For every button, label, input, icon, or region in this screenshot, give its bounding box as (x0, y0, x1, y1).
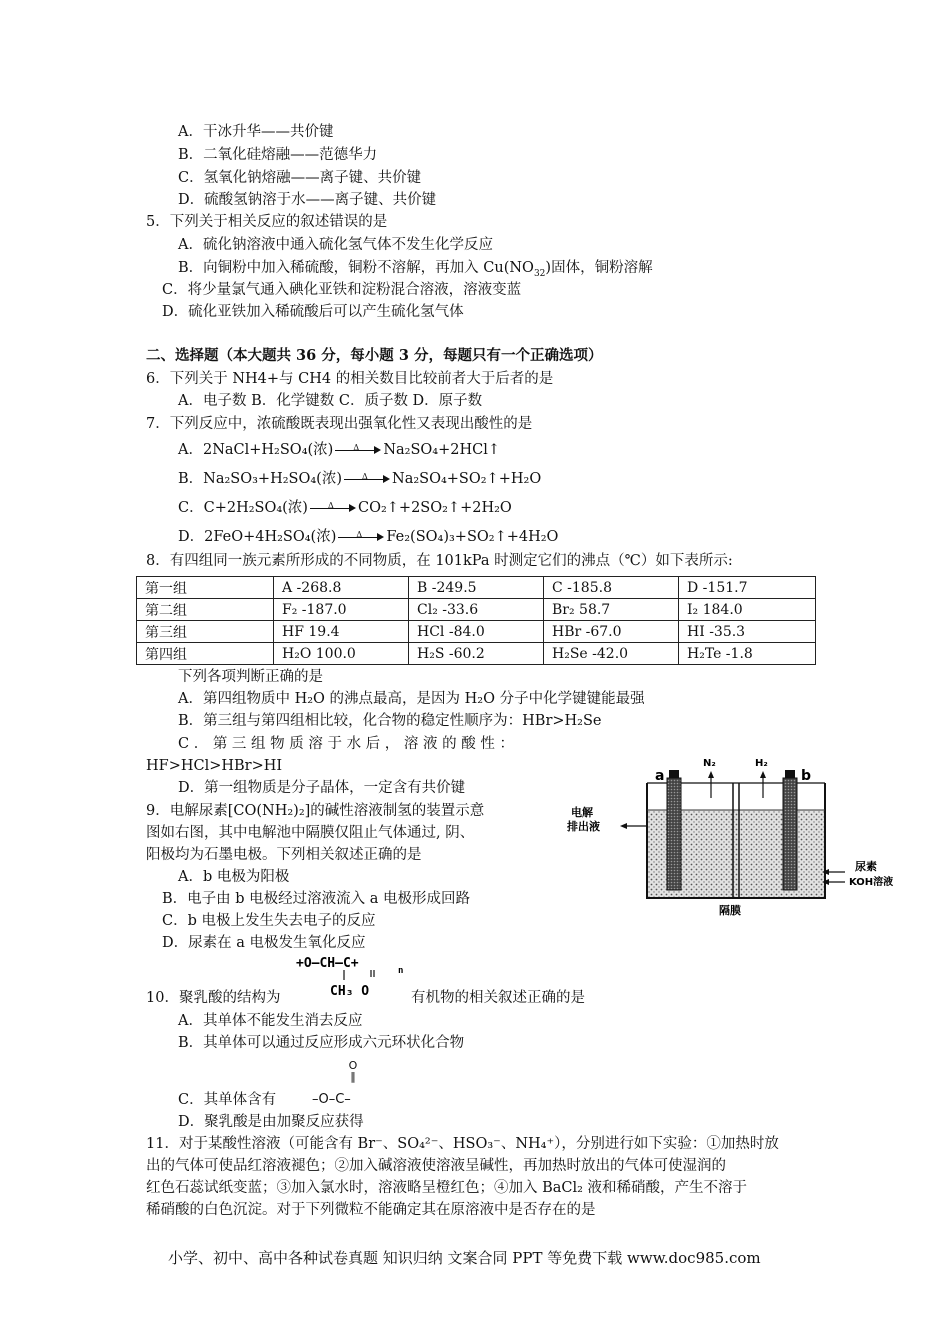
q6-options: A．电子数 B．化学键数 C．质子数 D．原子数 (178, 393, 483, 409)
q5-option-a: A．硫化钠溶液中通入硫化氢气体不发生化学反应 (178, 237, 493, 253)
structure-n: n (398, 966, 404, 976)
q5-option-b: B．向铜粉中加入稀硫酸，铜粉不溶解，再加入 $Cu(NO_{32})$固体，铜粉溶解 (178, 260, 653, 279)
structure-main-chain: +O–CH–C+ (296, 956, 359, 971)
ester-oxygen: O (348, 1059, 358, 1072)
q9-option-a: A．b 电极为阳极 (178, 869, 290, 885)
table-cell: C -185.8 (544, 577, 679, 599)
q8-option-c: C ． 第 三 组 物 质 溶 于 水 后 ， 溶 液 的 酸 性 ： (178, 736, 514, 752)
table-cell: H₂O 100.0 (274, 643, 409, 665)
q7-stem: 7．下列反应中，浓硫酸既表现出强氧化性又表现出酸性的是 (146, 416, 533, 432)
table-cell: 第二组 (137, 599, 274, 621)
table-row (137, 643, 816, 665)
label-a: a (655, 768, 665, 784)
q5-stem: 5．下列关于相关反应的叙述错误的是 (146, 214, 388, 230)
heat-arrow-icon: Δ (310, 502, 356, 514)
q7-option-c: C．C+2H₂SO₄(浓) Δ CO₂↑+2SO₂↑+2H₂O (178, 500, 512, 516)
q5-option-c: C．将少量氯气通入碘化亚铁和淀粉混合溶液，溶液变蓝 (162, 282, 522, 298)
q8-option-b: B．第三组与第四组相比较，化合物的稳定性顺序为：HBr>H₂Se (178, 713, 602, 729)
table-row (137, 577, 816, 599)
structure-side-chain: CH₃ O (330, 984, 370, 999)
q10-option-c: C．其单体含有 (178, 1092, 277, 1108)
table-cell: I₂ 184.0 (679, 599, 816, 621)
q10-option-a: A．其单体不能发生消去反应 (178, 1013, 363, 1029)
heat-arrow-icon: Δ (338, 531, 384, 543)
label-outflow-1: 电解 (571, 806, 593, 819)
q11-line-4: 稀硝酸的白色沉淀。对于下列微粒不能确定其在原溶液中是否存在的是 (146, 1202, 596, 1218)
table-cell: H₂Se -42.0 (544, 643, 679, 665)
q9-option-c: C．b 电极上发生失去电子的反应 (162, 913, 376, 929)
table-cell: 第四组 (137, 643, 274, 665)
q7-option-b: B．Na₂SO₃+H₂SO₄(浓) Δ Na₂SO₄+SO₂↑+H₂O (178, 471, 542, 487)
q10-stem-prefix: 10．聚乳酸的结构为 (146, 990, 281, 1006)
q8-option-a: A．第四组物质中 H₂O 的沸点最高，是因为 H₂O 分子中化学键键能最强 (178, 691, 645, 707)
q10-stem-suffix: 有机物的相关叙述正确的是 (411, 990, 585, 1006)
table-cell: 第一组 (137, 577, 274, 599)
label-b: b (801, 768, 812, 784)
q8-stem: 8．有四组同一族元素所形成的不同物质，在 101kPa 时测定它们的沸点（℃）如下表所示: (146, 553, 733, 569)
table-cell: HCl -84.0 (409, 621, 544, 643)
table-row (137, 599, 816, 621)
table-cell: HF 19.4 (274, 621, 409, 643)
section-title: 二、选择题（本大题共 36 分，每小题 3 分，每题只有一个正确选项） (146, 347, 603, 364)
q8-sub-stem: 下列各项判断正确的是 (178, 669, 323, 685)
q5-option-d: D．硫化亚铁加入稀硫酸后可以产生硫化氢气体 (162, 304, 464, 320)
q10-option-b: B．其单体可以通过反应形成六元环状化合物 (178, 1035, 465, 1051)
q9-stem-1: 9．电解尿素[CO(NH₂)₂]的碱性溶液制氢的装置示意 (146, 803, 485, 819)
heat-arrow-icon: Δ (344, 473, 390, 485)
q7-option-d: D．2FeO+4H₂SO₄(浓) Δ Fe₂(SO₄)₃+SO₂↑+4H₂O (178, 529, 559, 545)
q9-option-d: D．尿素在 a 电极发生氧化反应 (162, 935, 366, 951)
q9-stem-3: 阳极均为石墨电极。下列相关叙述正确的是 (146, 847, 422, 863)
electrode-b-terminal (785, 770, 795, 778)
label-inflow-1: 尿素 (855, 860, 877, 873)
q10-option-d: D．聚乳酸是由加聚反应获得 (178, 1114, 364, 1130)
label-h2: H₂ (755, 758, 768, 769)
q9-option-b: B．电子由 b 电极经过溶液流入 a 电极形成回路 (162, 891, 471, 907)
table-cell: H₂S -60.2 (409, 643, 544, 665)
q8-option-d: D．第一组物质是分子晶体，一定含有共价键 (178, 780, 466, 796)
label-inflow-2: KOH溶液 (849, 877, 894, 888)
table-cell: Cl₂ -33.6 (409, 599, 544, 621)
table-cell: HBr -67.0 (544, 621, 679, 643)
ester-group-text: –O–C– (312, 1092, 351, 1107)
ester-group (333, 1060, 373, 1082)
q4-option-b: B．二氧化硅熔融——范德华力 (178, 147, 378, 163)
q4-option-a: A．干冰升华——共价键 (178, 124, 334, 140)
q8-option-c-continued: HF>HCl>HBr>HI (146, 758, 283, 774)
q4-option-d: D．硫酸氢钠溶于水——离子键、共价键 (178, 192, 437, 208)
q11-line-2: 出的气体可使品红溶液褪色；②加入碱溶液使溶液呈碱性，再加热时放出的气体可使湿润的 (146, 1158, 726, 1174)
table-cell: A -268.8 (274, 577, 409, 599)
q11-line-3: 红色石蕊试纸变蓝；③加入氯水时，溶液略呈橙红色；④加入 BaCl₂ 液和稀硝酸，产生不溶于 (146, 1180, 748, 1196)
electrode-a-terminal (669, 770, 679, 778)
table-cell: B -249.5 (409, 577, 544, 599)
table-cell: Br₂ 58.7 (544, 599, 679, 621)
q9-stem-2: 图如右图，其中电解池中隔膜仅阻止气体通过, 阴、 (146, 825, 475, 841)
electrode-a (667, 778, 681, 890)
electrode-b (783, 778, 797, 890)
label-outflow-2: 排出液 (567, 820, 600, 833)
table-row (137, 621, 816, 643)
q6-stem: 6．下列关于 NH4+与 CH4 的相关数目比较前者大于后者的是 (146, 371, 554, 387)
label-n2: N₂ (703, 758, 716, 769)
page-footer: 小学、初中、高中各种试卷真题 知识归纳 文案合同 PPT 等免费下载 www.doc985.com (168, 1249, 761, 1267)
label-membrane: 隔膜 (719, 904, 741, 917)
q7-option-a: A．2NaCl+H₂SO₄(浓) Δ Na₂SO₄+2HCl↑ (178, 442, 501, 458)
electrolysis-diagram (565, 758, 895, 918)
heat-arrow-icon: Δ (335, 444, 381, 456)
table-cell: HI -35.3 (679, 621, 816, 643)
polylactic-acid-structure (294, 951, 412, 1001)
boiling-point-table (136, 576, 816, 665)
table-cell: 第三组 (137, 621, 274, 643)
table-cell: F₂ -187.0 (274, 599, 409, 621)
q11-line-1: 11．对于某酸性溶液（可能含有 Br⁻、SO₄²⁻、HSO₃⁻、NH₄⁺），分别进行如下实验：①加热时放 (146, 1136, 779, 1152)
ester-double-bond: ‖ (350, 1070, 356, 1083)
table-cell: H₂Te -1.8 (679, 643, 816, 665)
q4-option-c: C．氢氧化钠熔融——离子键、共价键 (178, 170, 422, 186)
table-cell: D -151.7 (679, 577, 816, 599)
